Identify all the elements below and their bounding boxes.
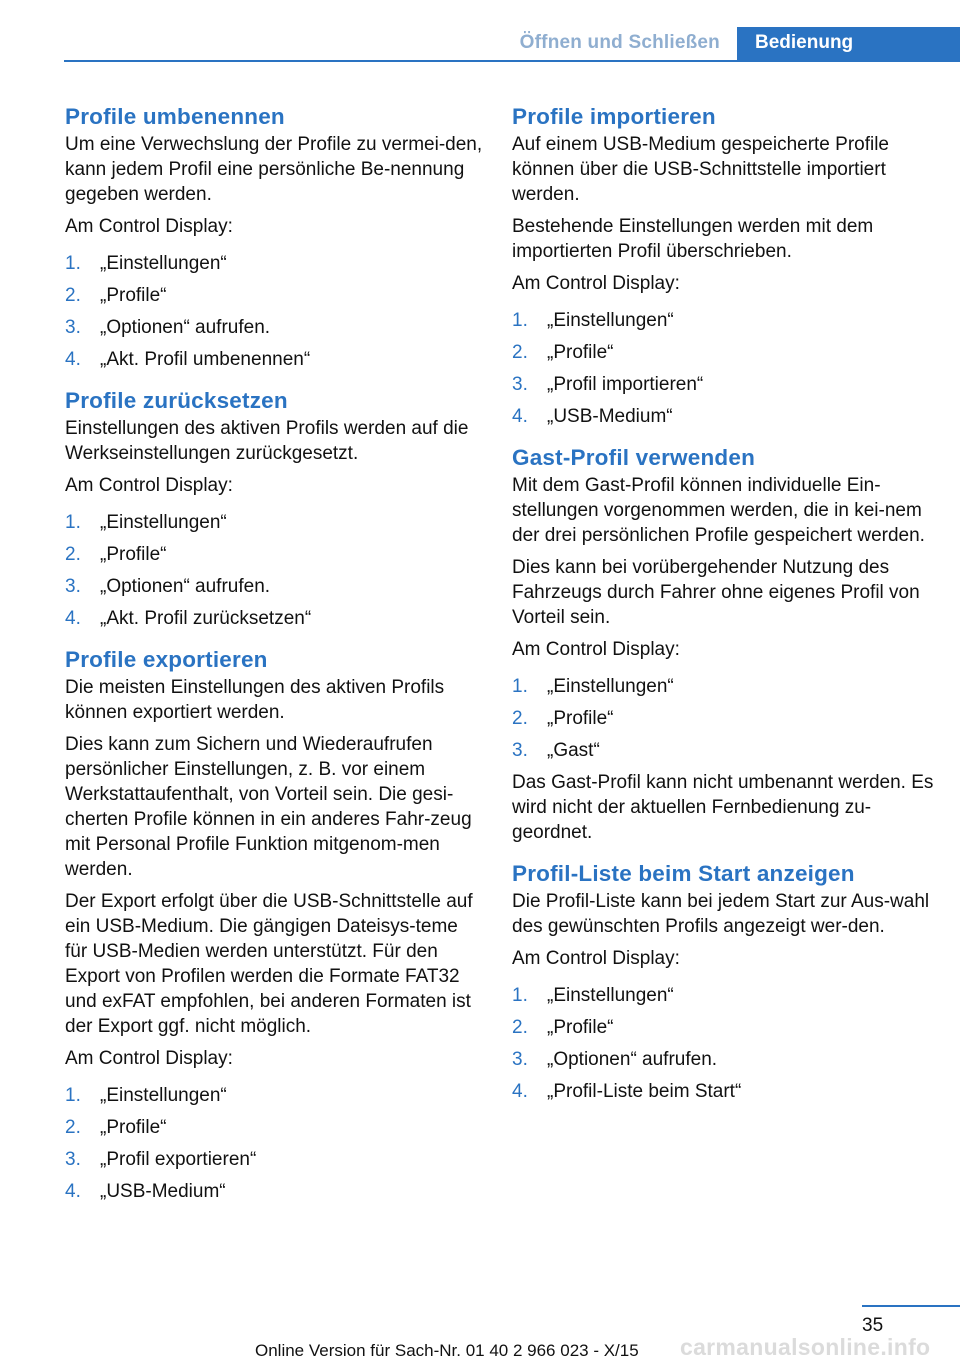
list-item: 2. „Profile“ <box>512 708 614 729</box>
list-item: 2. „Profile“ <box>65 544 167 565</box>
paragraph: Dies kann zum Sichern und Wiederaufrufen persönlicher Einstellungen, z. B. vor einem Werkstattaufenthalt, von Vorteil sein. Die gesi-cherten Profile können in ein anderes Fahr-zeug mit Personal Profile Funktion mitgenom-men werden. <box>65 734 472 880</box>
list-item: 3. „Profil exportieren“ <box>65 1149 257 1170</box>
paragraph: Auf einem USB-Medium gespeicherte Profile können über die USB-Schnittstelle importiert werden. <box>512 134 890 205</box>
paragraph: Der Export erfolgt über die USB-Schnittstelle auf ein USB-Medium. Die gängigen Dateisys-teme für USB-Medien werden unterstützt. Für den Export von Profilen werden die Formate FAT32 und exFAT empfohlen, bei anderen Formaten ist der Export ggf. nicht möglich. <box>65 891 473 1037</box>
paragraph: Am Control Display: <box>65 475 233 496</box>
section-title: Profile zurücksetzen <box>65 388 288 413</box>
page-number: 35 <box>862 1315 884 1336</box>
page-header <box>0 0 960 62</box>
list-item: 2. „Profile“ <box>65 1117 167 1138</box>
list-item: 3. „Optionen“ aufrufen. <box>512 1049 718 1070</box>
list-item: 4. „Profil-Liste beim Start“ <box>512 1081 742 1102</box>
list-item: 4. „Akt. Profil umbenennen“ <box>65 349 311 370</box>
list-item: 3. „Gast“ <box>512 740 600 761</box>
step-list <box>512 674 932 763</box>
watermark: carmanualsonline.info <box>680 1334 931 1360</box>
footer-rule <box>862 1305 960 1307</box>
paragraph: Dies kann bei vorübergehender Nutzung des Fahrzeugs durch Fahrer ohne eigenes Profil von Vorteil sein. <box>512 557 920 628</box>
section-title: Gast-Profil verwenden <box>512 445 756 470</box>
footer-text: Online Version für Sach-Nr. 01 40 2 966 023 - X/15 <box>255 1341 639 1360</box>
section-profile-importieren <box>512 102 932 429</box>
step-list <box>65 1083 485 1204</box>
paragraph: Um eine Verwechslung der Profile zu vermei-den, kann jedem Profil eine persönliche Be-nennung gegeben werden. <box>65 134 483 205</box>
list-item: 2. „Profile“ <box>65 285 167 306</box>
section-title: Profil-Liste beim Start anzeigen <box>512 861 855 886</box>
list-item: 4. „USB-Medium“ <box>512 406 673 427</box>
section-title: Profile importieren <box>512 104 716 129</box>
list-item: 1. „Einstellungen“ <box>65 1085 227 1106</box>
paragraph: Am Control Display: <box>65 216 233 237</box>
list-item: 3. „Optionen“ aufrufen. <box>65 317 271 338</box>
paragraph: Einstellungen des aktiven Profils werden auf die Werkseinstellungen zurückgesetzt. <box>65 418 469 464</box>
left-column <box>65 102 485 1218</box>
section-title: Profile exportieren <box>65 647 268 672</box>
header-chapter-tab: Bedienung <box>737 27 960 61</box>
paragraph: Mit dem Gast-Profil können individuelle Ein-stellungen vorgenommen werden, die in kei-nem der drei persönlichen Profile gespeichert werden. <box>512 475 925 546</box>
section-profile-zuruecksetzen <box>65 386 485 631</box>
step-list <box>512 308 932 429</box>
step-list <box>65 510 485 631</box>
list-item: 3. „Profil importieren“ <box>512 374 704 395</box>
header-section-title: Öffnen und Schließen <box>519 32 720 53</box>
header-rule <box>64 60 960 62</box>
list-item: 1. „Einstellungen“ <box>512 310 674 331</box>
list-item: 2. „Profile“ <box>512 1017 614 1038</box>
section-profile-umbenennen <box>65 102 485 372</box>
list-item: 4. „Akt. Profil zurücksetzen“ <box>65 608 312 629</box>
paragraph: Die Profil-Liste kann bei jedem Start zur Aus-wahl des gewünschten Profils angezeigt wer-den. <box>512 891 930 937</box>
paragraph: Am Control Display: <box>512 273 680 294</box>
step-list <box>65 251 485 372</box>
list-item: 1. „Einstellungen“ <box>512 676 674 697</box>
list-item: 4. „USB-Medium“ <box>65 1181 226 1202</box>
list-item: 1. „Einstellungen“ <box>65 512 227 533</box>
section-profil-liste <box>512 859 932 1104</box>
paragraph: Bestehende Einstellungen werden mit dem importierten Profil überschrieben. <box>512 216 874 262</box>
paragraph: Die meisten Einstellungen des aktiven Profils können exportiert werden. <box>65 677 445 723</box>
paragraph: Am Control Display: <box>512 948 680 969</box>
list-item: 1. „Einstellungen“ <box>512 985 674 1006</box>
section-gast-profil <box>512 443 932 845</box>
step-list <box>512 983 932 1104</box>
list-item: 3. „Optionen“ aufrufen. <box>65 576 271 597</box>
paragraph: Am Control Display: <box>512 639 680 660</box>
right-column <box>512 102 932 1118</box>
paragraph: Am Control Display: <box>65 1048 233 1069</box>
list-item: 2. „Profile“ <box>512 342 614 363</box>
paragraph: Das Gast-Profil kann nicht umbenannt werden. Es wird nicht der aktuellen Fernbedienung zu-geordnet. <box>512 772 934 843</box>
list-item: 1. „Einstellungen“ <box>65 253 227 274</box>
section-profile-exportieren <box>65 645 485 1204</box>
section-title: Profile umbenennen <box>65 104 285 129</box>
